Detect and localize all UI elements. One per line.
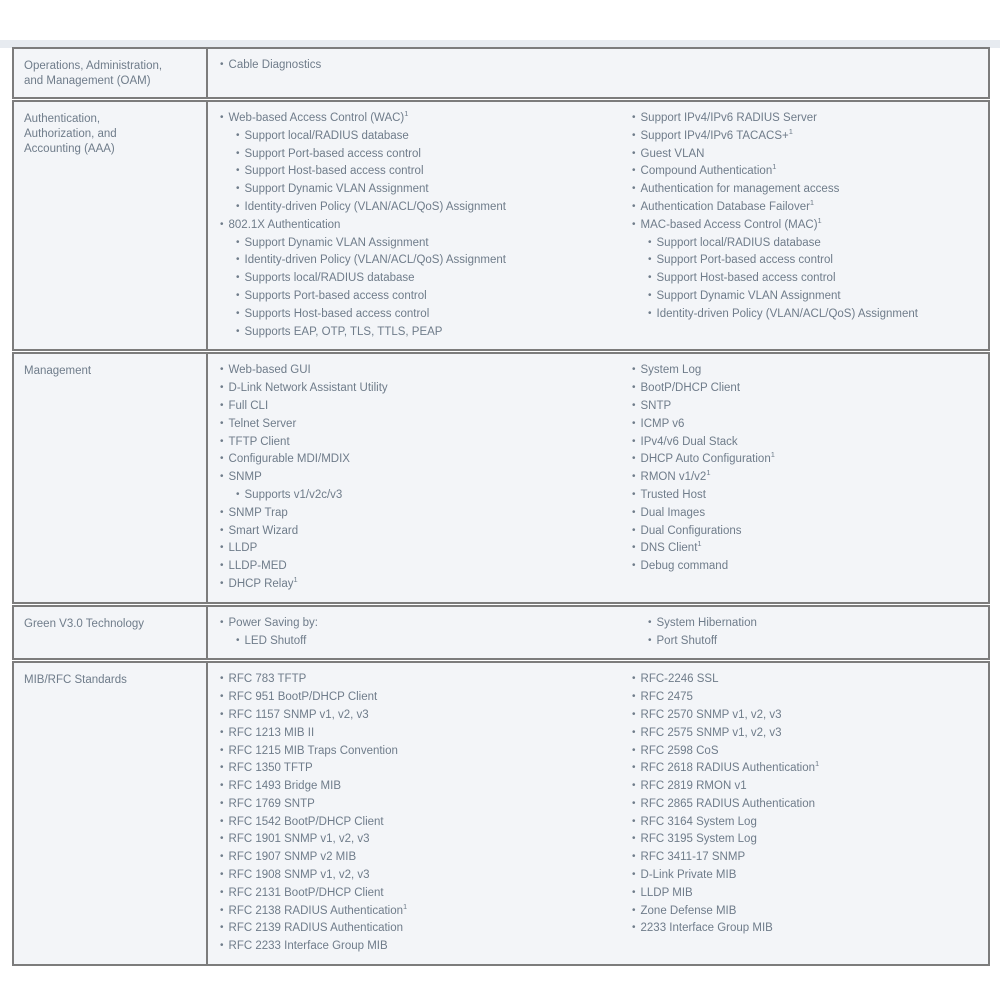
bullet-icon: • (632, 218, 636, 230)
list-item-text: LED Shutoff (244, 634, 307, 647)
row-content (208, 607, 988, 659)
list-item-text: TFTP Client (228, 435, 290, 448)
list-item-text: DNS Client (640, 542, 698, 555)
list-item (220, 778, 620, 796)
list-item (220, 540, 620, 558)
list-item (632, 306, 988, 324)
specifications-table (12, 47, 990, 967)
bullet-icon: • (236, 307, 240, 319)
list-item (220, 416, 620, 434)
list-item (220, 110, 620, 128)
bullet-icon: • (632, 869, 636, 881)
list-item (632, 558, 988, 576)
list-item-text: RFC 1908 SNMP v1, v2, v3 (228, 869, 370, 882)
bullet-icon: • (220, 616, 224, 628)
bullet-icon: • (236, 634, 240, 646)
list-item (632, 920, 988, 938)
bullet-icon: • (632, 399, 636, 411)
bullet-icon: • (632, 851, 636, 863)
list-item-text: D-Link Private MIB (640, 869, 737, 882)
list-item (632, 778, 988, 796)
list-item-text: RFC 2865 RADIUS Authentication (640, 797, 816, 810)
list-item (632, 903, 988, 921)
row-label: Authentication, Authorization, and Accounting (AAA) (14, 102, 208, 349)
row-content (208, 49, 988, 97)
list-item-text: RFC 2475 (640, 691, 693, 704)
list-item-text: BootP/DHCP Client (640, 382, 741, 395)
bullet-icon: • (236, 254, 240, 266)
bullet-icon: • (632, 200, 636, 212)
list-item (632, 689, 988, 707)
row-content (208, 354, 988, 601)
bullet-icon: • (220, 780, 224, 792)
list-item (220, 814, 620, 832)
row-content (208, 102, 988, 349)
list-item (220, 689, 620, 707)
list-item (632, 615, 988, 633)
list-item-text: RFC 951 BootP/DHCP Client (228, 691, 378, 704)
bullet-icon: • (236, 183, 240, 195)
feature-list-right-column (620, 110, 988, 324)
feature-list-left-column (208, 110, 620, 341)
list-item (220, 707, 620, 725)
footnote-marker: 1 (293, 575, 298, 585)
list-item-text: Support Port-based access control (656, 254, 833, 267)
list-item-text: LLDP (228, 542, 258, 555)
list-item (220, 434, 620, 452)
list-item-text: RFC 3164 System Log (640, 815, 757, 828)
list-item-text: RFC 1213 MIB II (228, 726, 315, 739)
list-item-text: Debug command (640, 560, 729, 573)
list-item (220, 146, 620, 164)
bullet-icon: • (648, 616, 652, 628)
list-item (220, 163, 620, 181)
bullet-icon: • (220, 726, 224, 738)
list-item (220, 380, 620, 398)
footnote-marker: 1 (809, 198, 815, 208)
list-item (632, 885, 988, 903)
bullet-icon: • (648, 236, 652, 248)
list-item-text: RFC 3411-17 SNMP (640, 851, 746, 864)
bullet-icon: • (632, 780, 636, 792)
list-item-text: System Hibernation (656, 616, 757, 629)
list-item-text: Web-based Access Control (WAC) (228, 112, 405, 124)
list-item (632, 831, 988, 849)
list-item-text: RFC 2131 BootP/DHCP Client (228, 886, 384, 899)
bullet-icon: • (632, 726, 636, 738)
list-item-text: Authentication for management access (640, 183, 840, 196)
list-item (632, 270, 988, 288)
feature-list-left-column (208, 615, 620, 651)
list-item (220, 576, 620, 594)
bullet-icon: • (632, 524, 636, 536)
bullet-icon: • (220, 453, 224, 465)
list-item (632, 128, 988, 146)
bullet-icon: • (632, 691, 636, 703)
bullet-icon: • (632, 453, 636, 465)
list-item (632, 288, 988, 306)
list-item-text: Zone Defense MIB (640, 904, 737, 917)
list-item-text: Support IPv4/IPv6 TACACS+ (640, 129, 789, 142)
list-item (220, 849, 620, 867)
list-item-text: System Log (640, 364, 702, 377)
list-item (220, 451, 620, 469)
list-item-text: Cable Diagnostics (228, 59, 322, 71)
list-item (632, 469, 988, 487)
table-row (12, 100, 990, 351)
bullet-icon: • (220, 940, 224, 952)
bullet-icon: • (632, 417, 636, 429)
list-item-text: 802.1X Authentication (228, 218, 341, 231)
list-item-text: Support Port-based access control (244, 147, 421, 160)
list-item (220, 558, 620, 576)
list-item (632, 181, 988, 199)
list-item (632, 725, 988, 743)
list-item (632, 707, 988, 725)
bullet-icon: • (220, 435, 224, 447)
list-item-text: 2233 Interface Group MIB (640, 922, 773, 935)
list-item-text: Guest VLAN (640, 147, 705, 160)
list-item-text: Compound Authentication (640, 165, 773, 178)
bullet-icon: • (220, 524, 224, 536)
list-item-text: RMON v1/v2 (640, 471, 707, 484)
list-item-text: Identity-driven Policy (VLAN/ACL/QoS) Assignment (656, 307, 918, 320)
bullet-icon: • (632, 542, 636, 554)
list-item (632, 540, 988, 558)
bullet-icon: • (220, 218, 224, 230)
list-item (220, 306, 620, 324)
footnote-marker: 1 (706, 468, 711, 478)
list-item-text: Supports EAP, OTP, TLS, TTLS, PEAP (244, 325, 443, 338)
bullet-icon: • (648, 254, 652, 266)
bullet-icon: • (632, 435, 636, 447)
table-row (12, 605, 990, 661)
list-item-text: RFC 1215 MIB Traps Convention (228, 744, 398, 757)
list-item-text: Port Shutoff (656, 634, 718, 647)
bullet-icon: • (648, 289, 652, 301)
list-item (220, 743, 620, 761)
list-item (220, 487, 620, 505)
bullet-icon: • (632, 112, 636, 123)
list-item-text: Support Host-based access control (244, 165, 424, 178)
bullet-icon: • (648, 634, 652, 646)
list-item-text: SNMP (228, 471, 262, 484)
list-item-text: Support IPv4/IPv6 RADIUS Server (640, 112, 817, 124)
bullet-icon: • (632, 364, 636, 376)
list-item (632, 849, 988, 867)
list-item-text: RFC 2618 RADIUS Authentication (640, 762, 816, 775)
bullet-icon: • (220, 577, 224, 589)
bullet-icon: • (632, 560, 636, 572)
list-item (220, 938, 620, 956)
bullet-icon: • (632, 382, 636, 394)
list-item (220, 760, 620, 778)
list-item-text: Support local/RADIUS database (244, 129, 409, 142)
list-item-text: Telnet Server (228, 417, 297, 430)
list-item-text: RFC 3195 System Log (640, 833, 757, 846)
list-item (220, 505, 620, 523)
footnote-marker: 1 (817, 215, 822, 225)
list-item (220, 288, 620, 306)
list-item-text: Supports Host-based access control (244, 307, 430, 320)
list-item (220, 217, 620, 235)
list-item-text: Web-based GUI (228, 364, 311, 377)
list-item (632, 743, 988, 761)
list-item (632, 434, 988, 452)
list-item-text: MAC-based Access Control (MAC) (640, 218, 818, 231)
bullet-icon: • (220, 886, 224, 898)
row-label: Green V3.0 Technology (14, 607, 208, 659)
bullet-icon: • (632, 922, 636, 934)
list-item-text: LLDP-MED (228, 560, 287, 573)
list-item-text: RFC 2570 SNMP v1, v2, v3 (640, 708, 782, 721)
bullet-icon: • (220, 691, 224, 703)
list-item (632, 760, 988, 778)
bullet-icon: • (632, 129, 636, 141)
bullet-icon: • (220, 417, 224, 429)
list-item (220, 270, 620, 288)
bullet-icon: • (236, 165, 240, 177)
footnote-marker: 1 (788, 126, 793, 136)
bullet-icon: • (632, 488, 636, 500)
bullet-icon: • (236, 147, 240, 159)
list-item-text: RFC 1901 SNMP v1, v2, v3 (228, 833, 370, 846)
bullet-icon: • (220, 673, 224, 685)
list-item (632, 487, 988, 505)
list-item (632, 867, 988, 885)
bullet-icon: • (220, 797, 224, 809)
list-item (220, 199, 620, 217)
bullet-icon: • (220, 399, 224, 411)
bullet-icon: • (648, 307, 652, 319)
list-item-text: Full CLI (228, 399, 269, 412)
list-item-text: RFC 2575 SNMP v1, v2, v3 (640, 726, 782, 739)
bullet-icon: • (236, 200, 240, 212)
list-item-text: DHCP Relay (228, 577, 294, 590)
list-item (632, 416, 988, 434)
list-item (220, 633, 620, 651)
list-item (220, 362, 620, 380)
feature-list-left-column (208, 57, 620, 75)
list-item (632, 451, 988, 469)
list-item-text: Supports Port-based access control (244, 289, 427, 302)
bullet-icon: • (220, 542, 224, 554)
list-item (632, 633, 988, 651)
bullet-icon: • (236, 488, 240, 500)
footnote-marker: 1 (815, 759, 820, 769)
bullet-icon: • (220, 59, 224, 70)
list-item (220, 920, 620, 938)
footnote-marker: 1 (404, 109, 409, 119)
bullet-icon: • (632, 673, 636, 685)
list-item-text: RFC 1769 SNTP (228, 797, 315, 810)
bullet-icon: • (220, 112, 224, 123)
bullet-icon: • (236, 236, 240, 248)
bullet-icon: • (632, 506, 636, 518)
list-item-text: Power Saving by: (228, 616, 319, 629)
list-item-text: RFC 2233 Interface Group MIB (228, 940, 388, 953)
bullet-icon: • (632, 147, 636, 159)
row-label: MIB/RFC Standards (14, 663, 208, 964)
bullet-icon: • (220, 471, 224, 483)
bullet-icon: • (220, 364, 224, 376)
bullet-icon: • (632, 471, 636, 483)
bullet-icon: • (220, 815, 224, 827)
bullet-icon: • (220, 833, 224, 845)
list-item (220, 796, 620, 814)
bullet-icon: • (632, 904, 636, 916)
list-item (632, 110, 988, 128)
list-item-text: DHCP Auto Configuration (640, 453, 771, 466)
bullet-icon: • (632, 708, 636, 720)
list-item-text: ICMP v6 (640, 417, 685, 430)
bullet-icon: • (220, 922, 224, 934)
bullet-icon: • (236, 272, 240, 284)
list-item (220, 469, 620, 487)
list-item-text: IPv4/v6 Dual Stack (640, 435, 738, 448)
row-content (208, 663, 988, 964)
list-item (632, 380, 988, 398)
list-item-text: LLDP MIB (640, 886, 693, 899)
list-item (220, 324, 620, 342)
list-item (220, 252, 620, 270)
bullet-icon: • (236, 129, 240, 141)
bullet-icon: • (236, 289, 240, 301)
list-item (220, 831, 620, 849)
feature-list-left-column (208, 671, 620, 956)
list-item-text: Configurable MDI/MDIX (228, 453, 350, 466)
list-item (632, 814, 988, 832)
list-item-text: RFC 2598 CoS (640, 744, 719, 757)
list-item (632, 252, 988, 270)
bullet-icon: • (632, 797, 636, 809)
list-item (632, 146, 988, 164)
list-item (220, 867, 620, 885)
list-item-text: RFC 2138 RADIUS Authentication (228, 904, 404, 917)
list-item-text: RFC 1157 SNMP v1, v2, v3 (228, 708, 369, 721)
list-item (220, 398, 620, 416)
list-item (220, 885, 620, 903)
list-item-text: RFC 1542 BootP/DHCP Client (228, 815, 384, 828)
feature-list-right-column (620, 615, 988, 651)
list-item (220, 725, 620, 743)
list-item-text: SNTP (640, 399, 672, 412)
list-item (220, 523, 620, 541)
list-item-text: Trusted Host (640, 488, 706, 501)
list-item-text: D-Link Network Assistant Utility (228, 382, 388, 395)
bullet-icon: • (632, 815, 636, 827)
bullet-icon: • (220, 904, 224, 916)
list-item (632, 671, 988, 689)
bullet-icon: • (632, 833, 636, 845)
bullet-icon: • (220, 382, 224, 394)
list-item-text: Identity-driven Policy (VLAN/ACL/QoS) Assignment (244, 200, 506, 213)
list-item-text: Authentication Database Failover (640, 200, 810, 213)
table-row (12, 352, 990, 603)
list-item-text: RFC 2819 RMON v1 (640, 780, 747, 793)
list-item (632, 523, 988, 541)
list-item-text: Support Host-based access control (656, 272, 836, 285)
list-item (632, 796, 988, 814)
list-item-text: Support local/RADIUS database (656, 236, 821, 249)
feature-list-right-column (620, 671, 988, 938)
list-item-text: RFC 2139 RADIUS Authentication (228, 922, 404, 935)
list-item-text: Supports v1/v2c/v3 (244, 488, 343, 501)
list-item (220, 181, 620, 199)
footnote-marker: 1 (770, 450, 775, 460)
list-item-text: Supports local/RADIUS database (244, 272, 415, 285)
bullet-icon: • (632, 762, 636, 774)
list-item (632, 163, 988, 181)
bullet-icon: • (220, 869, 224, 881)
list-item-text: Identity-driven Policy (VLAN/ACL/QoS) Assignment (244, 254, 506, 267)
list-item-text: RFC-2246 SSL (640, 673, 719, 686)
list-item-text: SNMP Trap (228, 506, 288, 519)
bullet-icon: • (632, 183, 636, 195)
bullet-icon: • (648, 272, 652, 284)
list-item (220, 235, 620, 253)
table-row (12, 661, 990, 966)
footnote-marker: 1 (697, 539, 702, 549)
feature-list-right-column (620, 362, 988, 576)
list-item (632, 217, 988, 235)
list-item-text: Support Dynamic VLAN Assignment (244, 183, 429, 196)
list-item (220, 671, 620, 689)
list-item (220, 128, 620, 146)
bullet-icon: • (220, 744, 224, 756)
list-item-text: Support Dynamic VLAN Assignment (656, 289, 841, 302)
list-item (632, 235, 988, 253)
list-item (632, 362, 988, 380)
table-row (12, 47, 990, 99)
bullet-icon: • (632, 886, 636, 898)
feature-list-left-column (208, 362, 620, 593)
list-item-text: Smart Wizard (228, 524, 299, 537)
list-item-text: RFC 1907 SNMP v2 MIB (228, 851, 357, 864)
list-item-text: RFC 1493 Bridge MIB (228, 780, 342, 793)
list-item (220, 615, 620, 633)
bullet-icon: • (220, 762, 224, 774)
list-item (220, 903, 620, 921)
footnote-marker: 1 (403, 901, 408, 911)
list-item (632, 199, 988, 217)
bullet-icon: • (220, 708, 224, 720)
list-item-text: RFC 783 TFTP (228, 673, 307, 686)
list-item (632, 505, 988, 523)
row-label: Management (14, 354, 208, 601)
list-item-text: Dual Configurations (640, 524, 742, 537)
bullet-icon: • (220, 506, 224, 518)
list-item (220, 57, 620, 75)
list-item (632, 398, 988, 416)
bullet-icon: • (220, 560, 224, 572)
bullet-icon: • (632, 165, 636, 177)
list-item-text: RFC 1350 TFTP (228, 762, 313, 775)
bullet-icon: • (632, 744, 636, 756)
row-label: Operations, Administration, and Management (OAM) (14, 49, 208, 97)
list-item-text: Dual Images (640, 506, 706, 519)
list-item-text: Support Dynamic VLAN Assignment (244, 236, 429, 249)
bullet-icon: • (220, 851, 224, 863)
bullet-icon: • (236, 325, 240, 337)
footnote-marker: 1 (772, 162, 777, 172)
